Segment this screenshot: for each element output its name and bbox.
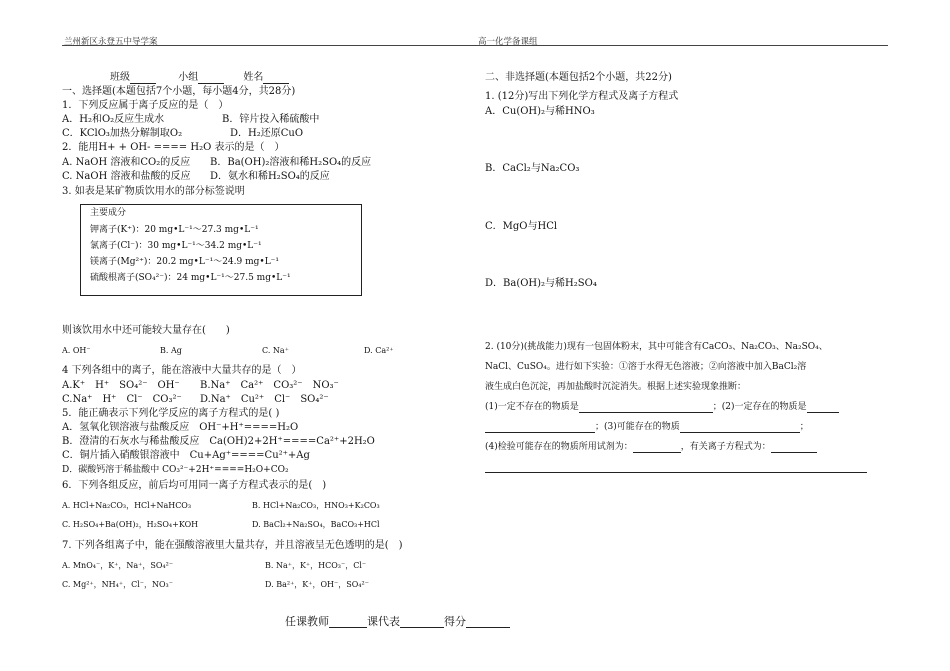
q1-stem: 1．下列反应属于离子反应的是（ ） xyxy=(62,100,229,111)
r-q2-part1-2 xyxy=(485,402,839,413)
q5-option-b: B．澄清的石灰水与稀盐酸反应 Ca(OH)2+2H⁺====Ca²⁺+2H₂O xyxy=(62,436,375,447)
teacher-blank[interactable] xyxy=(329,615,367,628)
q3-question: 则该饮用水中还可能较大量存在( ) xyxy=(62,325,230,336)
score-blank[interactable] xyxy=(466,615,510,628)
q6-option-d: D. BaCl₂+Na₂SO₄，BaCO₃+HCl xyxy=(252,520,380,529)
q6-option-a: A. HCl+Na₂CO₃，HCl+NaHCO₃ xyxy=(62,501,192,510)
header-rule xyxy=(62,45,888,46)
section1-title: 一、选择题(本题包括7个小题，每小题4分，共28分) xyxy=(62,86,296,97)
q5-option-c: C．铜片插入硝酸银溶液中 Cu+Ag⁺====Cu²⁺+Ag xyxy=(62,450,310,461)
table-row-magnesium: 镁离子(Mg²⁺)：20.2 mg•L⁻¹～24.9 mg•L⁻¹ xyxy=(90,257,280,267)
q1-option-a: A．H₂和O₂反应生成水 xyxy=(62,114,165,125)
student-info-line xyxy=(110,72,289,84)
part2-answer-blank-start[interactable] xyxy=(807,402,839,413)
q2-option-d: D．氨水和稀H₂SO₄的反应 xyxy=(210,171,330,182)
rep-label: 课代表 xyxy=(367,615,400,628)
name-label: 姓名 xyxy=(243,72,264,83)
r-q1-option-d: D．Ba(OH)₂与稀H₂SO₄ xyxy=(485,278,597,289)
q3-option-a: A. OH⁻ xyxy=(62,346,91,355)
r-q1-stem: 1. (12分)写出下列化学方程式及离子方程式 xyxy=(485,91,679,102)
part1-answer-blank[interactable] xyxy=(579,402,713,413)
name-blank[interactable] xyxy=(263,72,289,84)
q5-option-d: D．碳酸钙溶于稀盐酸中 CO₃²⁻+2H⁺====H₂O+CO₂ xyxy=(62,465,289,475)
q5-stem: 5．能正确表示下列化学反应的离子方程式的是( ) xyxy=(62,408,280,419)
q4-option-c: C.Na⁺ H⁺ Cl⁻ CO₃²⁻ xyxy=(62,394,182,405)
part3-answer-blank[interactable] xyxy=(680,422,800,433)
q1-option-c: C．KClO₃加热分解制取O₂ xyxy=(62,128,183,139)
part3-label: ；(3)可能存在的物质 xyxy=(595,422,680,432)
part4-label: (4)检验可能存在的物质所用试剂为： xyxy=(485,442,633,452)
footer xyxy=(285,615,510,628)
r-q1-option-b: B．CaCl₂与Na₂CO₃ xyxy=(485,163,580,174)
table-row-chloride: 氯离子(Cl⁻)：30 mg•L⁻¹～34.2 mg•L⁻¹ xyxy=(90,241,262,251)
table-row-sulfate: 硫酸根离子(SO₄²⁻)：24 mg•L⁻¹～27.5 mg•L⁻¹ xyxy=(90,273,291,283)
r-q2-part2-3 xyxy=(485,422,809,433)
r-q2-line3: 液生成白色沉淀，再加盐酸时沉淀消失。根据上述实验现象推断： xyxy=(485,382,747,392)
q4-option-b: B.Na⁺ Ca²⁺ CO₃²⁻ NO₃⁻ xyxy=(200,380,339,391)
class-blank[interactable] xyxy=(130,72,156,84)
r-q2-line2: NaCl、CuSO₄。进行如下实验：①溶于水得无色溶液；②向溶液中加入BaCl₂溶 xyxy=(485,362,807,372)
r-q2-line1: 2. (10分)(挑战能力)现有一包固体粉末，其中可能含有CaCO₃、Na₂CO₃、Na₂SO₄、 xyxy=(485,342,828,352)
q7-option-c: C. Mg²⁺，NH₄⁺，Cl⁻，NO₃⁻ xyxy=(62,580,173,589)
rep-blank[interactable] xyxy=(400,615,444,628)
q4-stem: 4 下列各组中的离子，能在溶液中大量共存的是（ ） xyxy=(62,365,302,376)
part4-equation-blank[interactable] xyxy=(771,442,817,453)
q6-option-c: C. H₂SO₄+Ba(OH)₂，H₂SO₄+KOH xyxy=(62,520,199,529)
header-right: 高一化学备课组 xyxy=(478,37,538,47)
q2-stem: 2．能用H+ + OH- ==== H₂O 表示的是（ ） xyxy=(62,142,285,153)
class-label: 班级 xyxy=(110,72,130,83)
table-row-potassium: 钾离子(K⁺)：20 mg•L⁻¹～27.3 mg•L⁻¹ xyxy=(90,225,259,235)
q4-option-d: D.Na⁺ Cu²⁺ Cl⁻ SO₄²⁻ xyxy=(200,394,329,405)
part4-equation-line[interactable] xyxy=(485,472,867,473)
part3-end: ； xyxy=(799,422,809,432)
q7-option-d: D. Ba²⁺，K⁺，OH⁻，SO₄²⁻ xyxy=(265,580,369,589)
q1-option-b: B．锌片投入稀硫酸中 xyxy=(222,114,320,125)
r-q1-option-a: A．Cu(OH)₂与稀HNO₃ xyxy=(485,106,595,117)
q7-option-b: B. Na⁺，K⁺，HCO₃⁻，Cl⁻ xyxy=(265,561,367,570)
q2-option-c: C. NaOH 溶液和盐酸的反应 xyxy=(62,171,191,182)
q6-stem: 6．下列各组反应，前后均可用同一离子方程式表示的是( ) xyxy=(62,480,327,491)
q3-stem: 3. 如表是某矿物质饮用水的部分标签说明 xyxy=(62,186,245,197)
q3-option-d: D. Ca²⁺ xyxy=(364,346,394,355)
q7-stem: 7. 下列各组离子中，能在强酸溶液里大量共存，并且溶液呈无色透明的是( ) xyxy=(62,540,403,551)
teacher-label: 任课教师 xyxy=(285,615,329,628)
group-label: 小组 xyxy=(178,72,199,83)
header-left: 兰州新区永登五中导学案 xyxy=(64,37,158,47)
q2-option-a: A. NaOH 溶液和CO₂的反应 xyxy=(62,157,191,168)
q1-option-d: D．H₂还原CuO xyxy=(230,128,304,139)
q7-option-a: A. MnO₄⁻，K⁺，Na⁺，SO₄²⁻ xyxy=(62,561,174,570)
part2-answer-blank-end[interactable] xyxy=(485,422,595,433)
q5-option-a: A．氢氧化钡溶液与盐酸反应 OH⁻+H⁺====H₂O xyxy=(62,422,299,433)
part2-label: ；(2)一定存在的物质是 xyxy=(712,402,807,412)
r-q1-option-c: C．MgO与HCl xyxy=(485,221,558,232)
section2-title: 二、非选择题(本题包括2个小题，共22分) xyxy=(485,72,672,83)
q4-option-a: A.K⁺ H⁺ SO₄²⁻ OH⁻ xyxy=(62,380,180,391)
part1-label: (1)一定不存在的物质是 xyxy=(485,402,579,412)
q6-option-b: B. HCl+Na₂CO₃，HNO₃+K₂CO₃ xyxy=(252,501,380,510)
r-q2-part4 xyxy=(485,442,817,453)
table-title: 主要成分 xyxy=(90,208,127,218)
q3-option-c: C. Na⁺ xyxy=(262,346,289,355)
part4-reagent-blank[interactable] xyxy=(633,442,681,453)
q3-option-b: B. Ag xyxy=(160,346,182,355)
q2-option-b: B．Ba(OH)₂溶液和稀H₂SO₄的反应 xyxy=(210,157,372,168)
score-label: 得分 xyxy=(444,615,466,628)
group-blank[interactable] xyxy=(198,72,224,84)
part4-mid: ，有关离子方程式为： xyxy=(680,442,771,452)
